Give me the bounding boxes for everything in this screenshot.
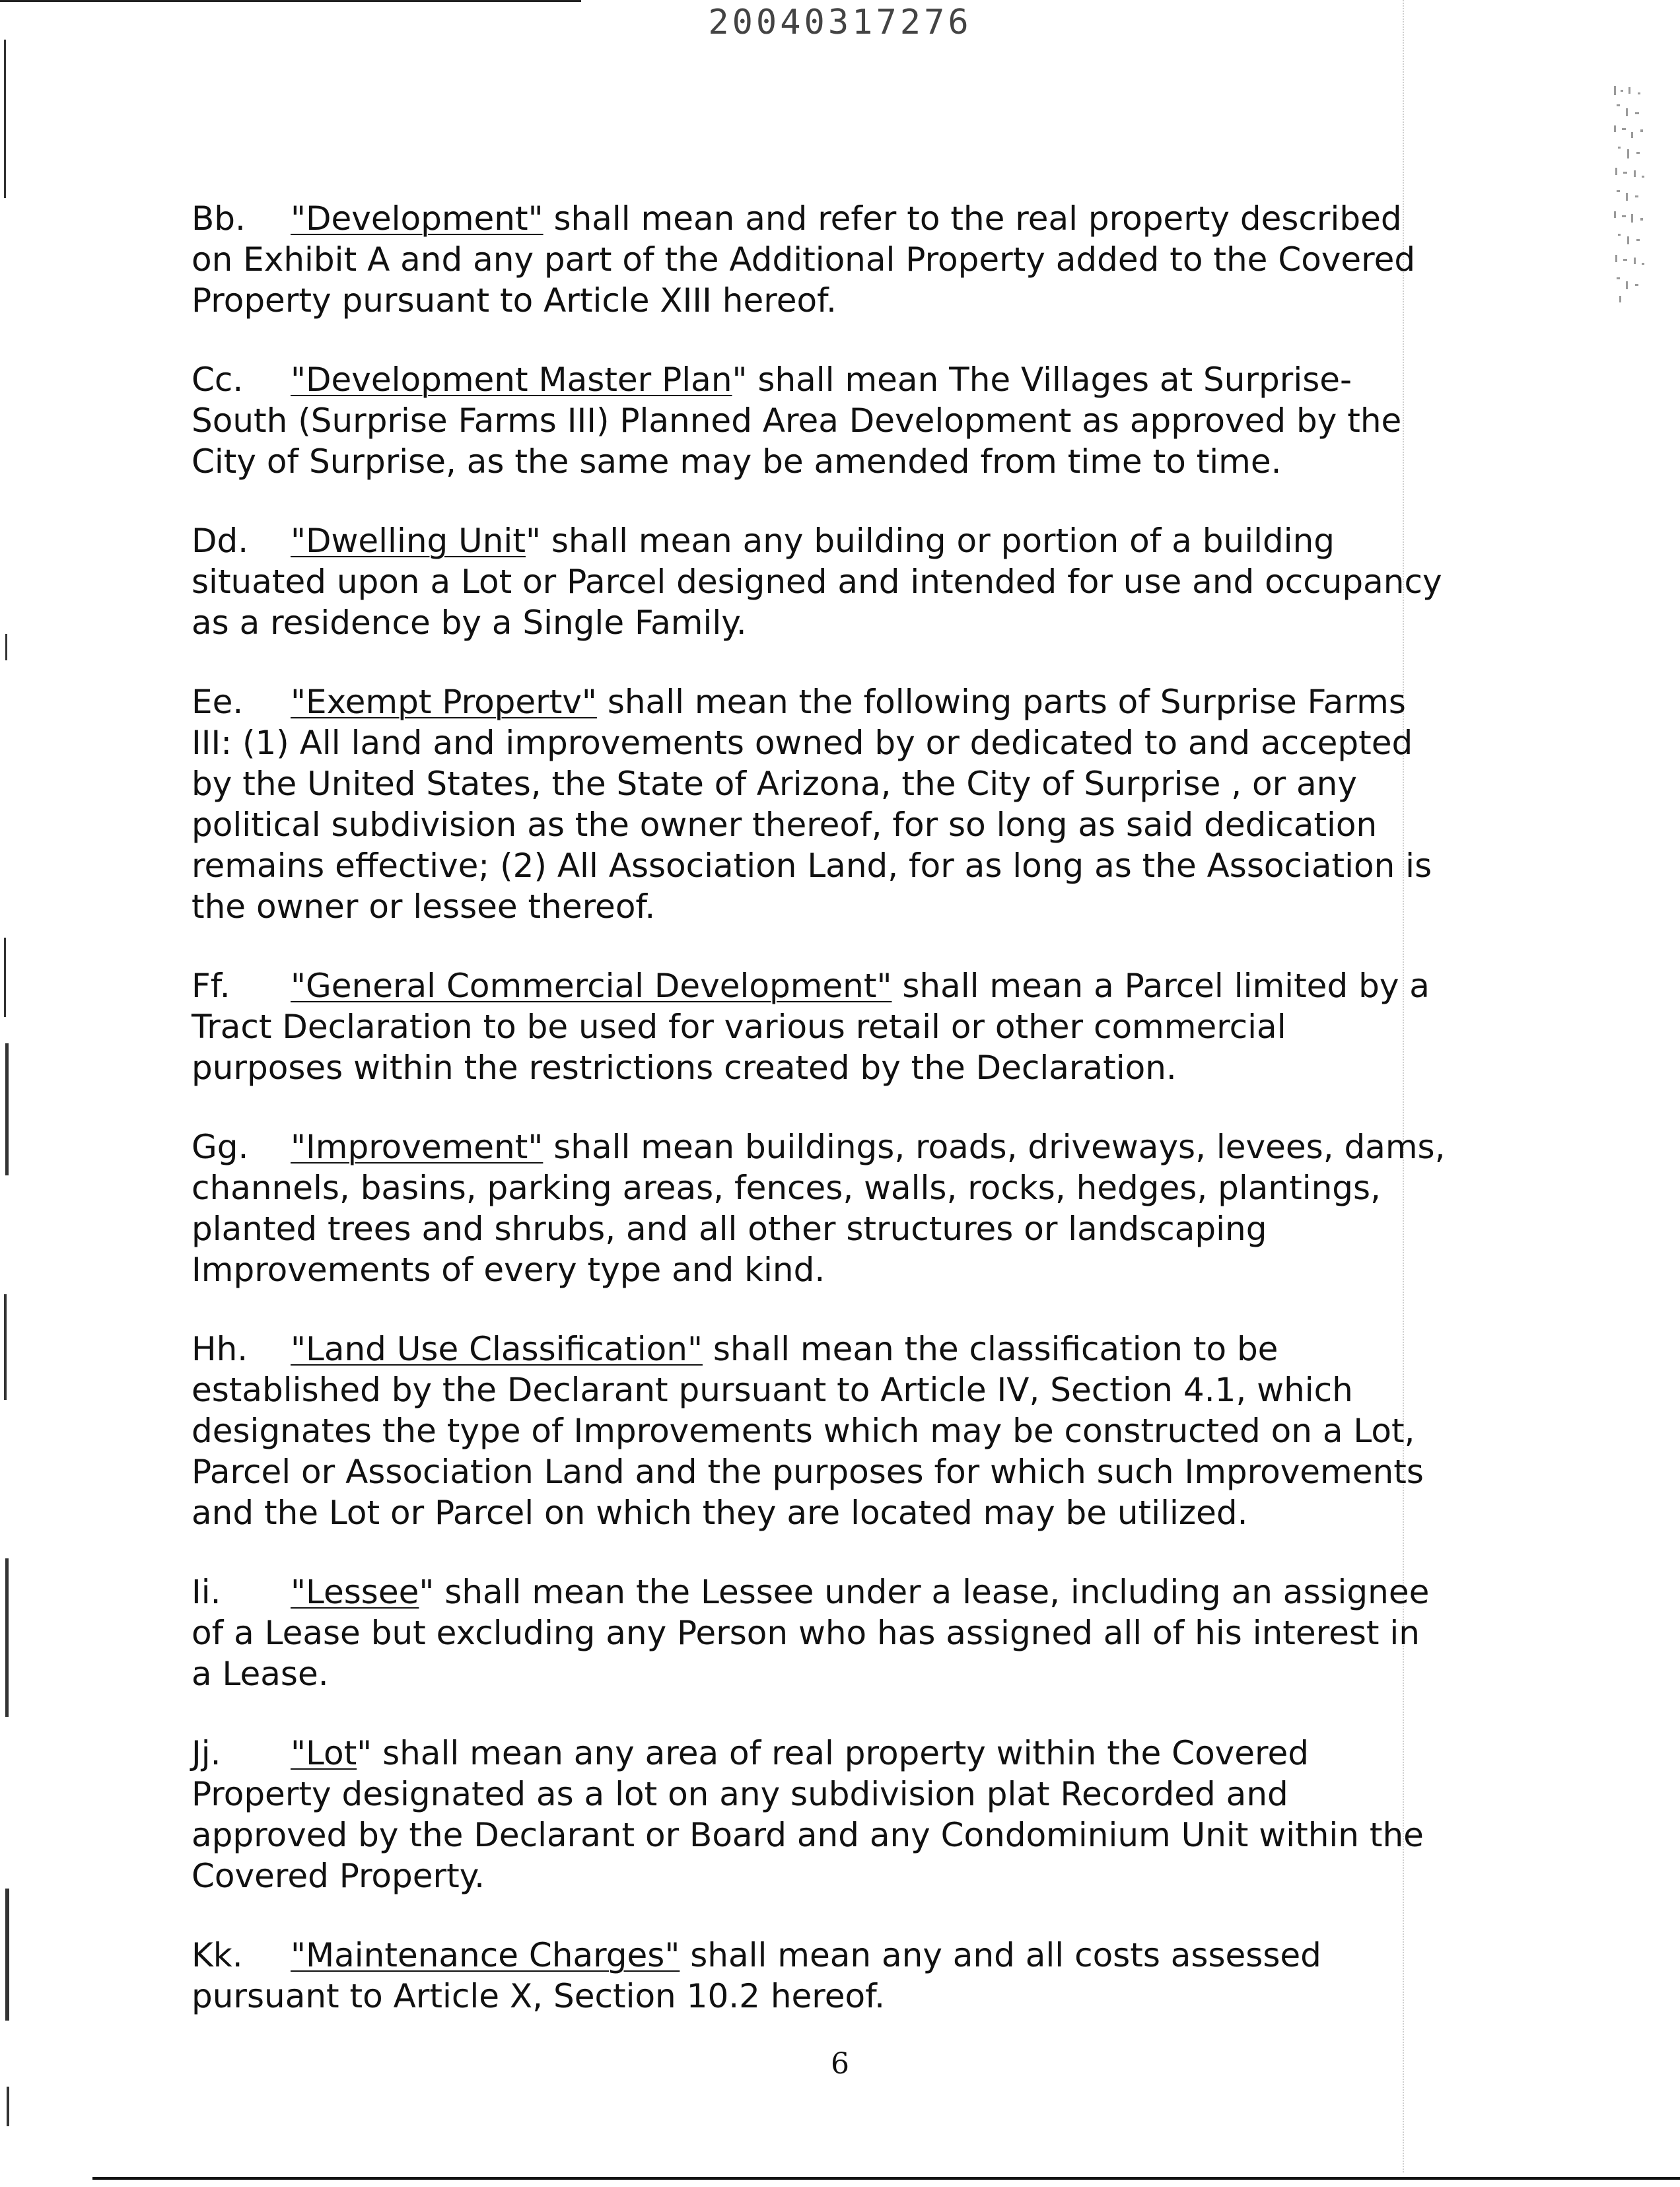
definition-exempt-property: [192, 681, 1446, 927]
definition-maintenance-charges: [192, 1935, 1446, 2017]
definition-text: " shall mean the Lessee under a lease, including an assignee of a Lease but excluding any Person who has assigned all of his interest in a Lease.: [192, 1573, 1430, 1693]
definition-letter: Kk.: [192, 1936, 243, 1974]
definition-term: "Maintenance Charges": [291, 1936, 680, 1974]
definition-term: "Land Use Classification": [291, 1330, 703, 1368]
definitions-list: [192, 198, 1446, 2055]
definition-dwelling-unit: [192, 520, 1446, 643]
definition-text: " shall mean any building or portion of a building situated upon a Lot or Parcel designed and intended for use and occupancy as a residence by a Single Family.: [192, 522, 1442, 642]
definition-text: shall mean any and all costs assessed pursuant to Article X, Section 10.2 hereof.: [192, 1936, 1321, 2015]
page-number: 6: [831, 2047, 849, 2081]
definition-lessee: [192, 1572, 1446, 1694]
definition-text: shall mean the classification to be established by the Declarant pursuant to Article IV, Section 4.1, which designates the type of Improvements which may be constructed on a Lot, Parcel or Association Land and the purposes for which such Improvements and the Lot or Parcel on which they are located may be utilized.: [192, 1330, 1424, 1532]
definition-letter: Ff.: [192, 967, 230, 1005]
definition-letter: Bb.: [192, 199, 246, 238]
definition-text: shall mean the following parts of Surprise Farms III: (1) All land and improvements owned by or dedicated to and accepted by the United States, the State of Arizona, the City of Surprise , or any political subdivision as the owner thereof, for so long as said dedication remains effective; (2) All Association Land, for as long as the Association is the owner or lessee thereof.: [192, 683, 1432, 926]
definition-text: shall mean and refer to the real property described on Exhibit A and any part of the Additional Property added to the Covered Property pursuant to Article XIII hereof.: [192, 199, 1416, 320]
top-rule: [0, 0, 581, 2]
definition-text: shall mean buildings, roads, driveways, levees, dams, channels, basins, parking areas, fences, walls, rocks, hedges, plantings, planted trees and shrubs, and all other structures or landscaping Improvements of every type and kind.: [192, 1128, 1446, 1289]
definition-general-commercial-development: [192, 965, 1446, 1088]
definition-text: " shall mean The Villages at Surprise-South (Surprise Farms III) Planned Area Development as approved by the City of Surprise, as the same may be amended from time to time.: [192, 361, 1402, 481]
definition-letter: Hh.: [192, 1330, 248, 1368]
definition-term: "Lessee: [291, 1573, 419, 1611]
definition-letter: Dd.: [192, 522, 249, 560]
definition-letter: Cc.: [192, 361, 244, 399]
definition-lot: [192, 1733, 1446, 1896]
definition-term: "Development": [291, 199, 543, 238]
definition-letter: Gg.: [192, 1128, 249, 1166]
definition-term: "Improvement": [291, 1128, 543, 1166]
bottom-rule: [92, 2177, 1680, 2180]
definition-term: "Dwelling Unit: [291, 522, 526, 560]
definition-letter: Ii.: [192, 1573, 221, 1611]
definition-text: shall mean a Parcel limited by a Tract Declaration to be used for various retail or other commercial purposes within the restrictions created by the Declaration.: [192, 967, 1430, 1087]
scan-margin-noise: [1611, 86, 1651, 304]
scan-left-edge-marks: [1, 40, 12, 2153]
definition-improvement: [192, 1127, 1446, 1290]
definition-development-master-plan: [192, 359, 1446, 482]
definition-letter: Ee.: [192, 683, 244, 721]
definition-development: [192, 198, 1446, 321]
definition-term: "Lot: [291, 1734, 357, 1772]
definition-letter: Jj.: [192, 1734, 221, 1772]
definition-term: "General Commercial Development": [291, 967, 892, 1005]
document-number: 20040317276: [708, 3, 972, 42]
definition-term: "Development Master Plan: [291, 361, 732, 399]
definition-term: "Exempt Propertv": [291, 683, 597, 721]
definition-text: " shall mean any area of real property within the Covered Property designated as a lot on any subdivision plat Recorded and approved by the Declarant or Board and any Condominium Unit within the Covered Property.: [192, 1734, 1424, 1895]
definition-land-use-classification: [192, 1329, 1446, 1533]
